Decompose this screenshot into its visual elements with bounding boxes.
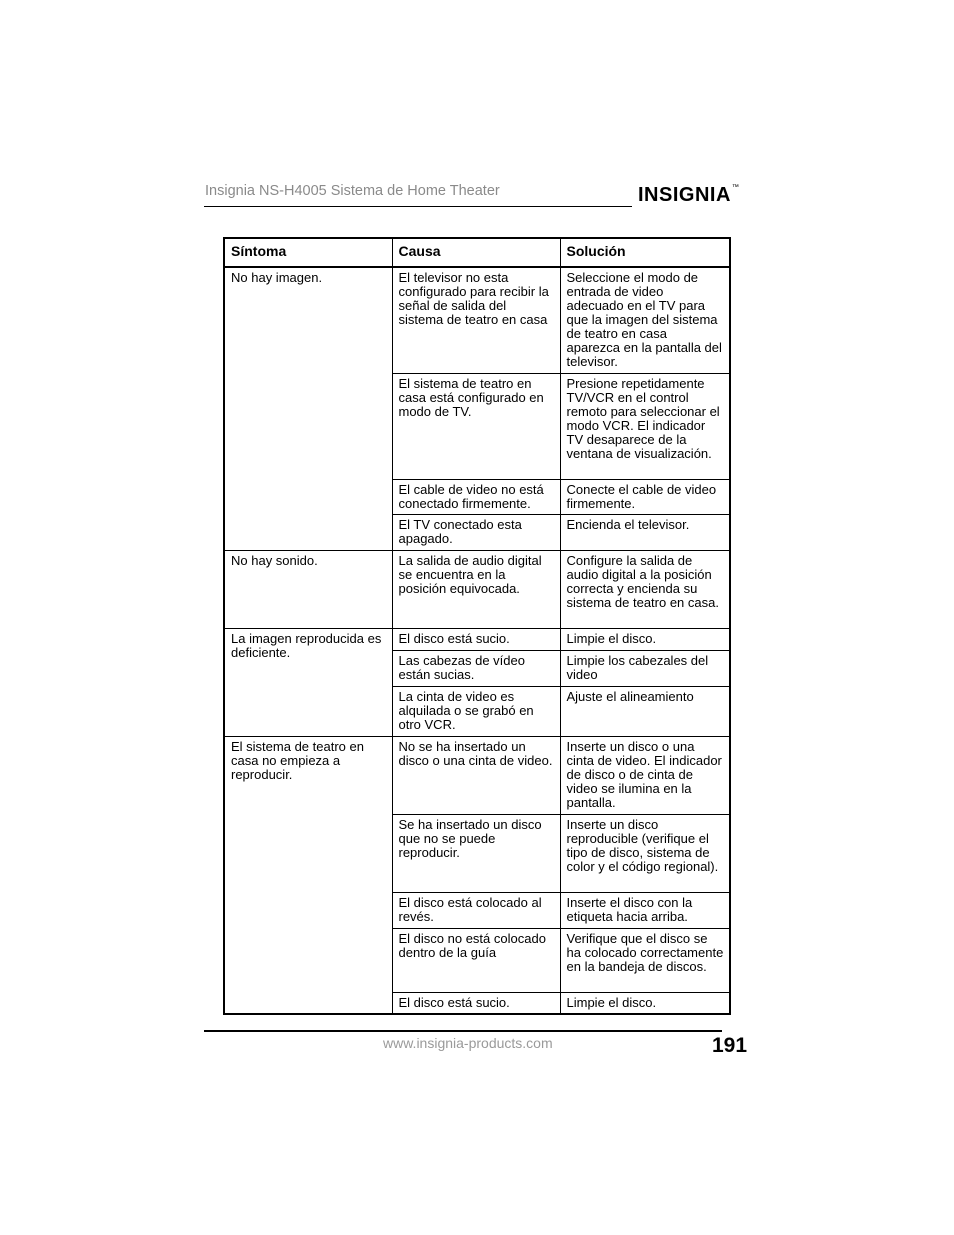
cause-cell: El TV conectado esta apagado. (392, 514, 560, 550)
solution-cell: Inserte un disco reproducible (verifique el tipo de disco, sistema de color y el código regional). (560, 814, 730, 892)
cause-cell: El televisor no esta configurado para recibir la señal de salida del sistema de teatro en casa (392, 267, 560, 373)
cause-cell: No se ha insertado un disco o una cinta de video. (392, 736, 560, 814)
symptom-cell: No hay imagen. (224, 267, 392, 550)
cause-cell: Las cabezas de vídeo están sucias. (392, 650, 560, 686)
header-cause: Causa (392, 238, 560, 267)
solution-cell: Inserte el disco con la etiqueta hacia arriba. (560, 892, 730, 928)
logo-text: INSIGNIA (638, 184, 731, 206)
solution-cell: Limpie el disco. (560, 992, 730, 1014)
header-title: Insignia NS-H4005 Sistema de Home Theater (205, 183, 500, 199)
table-row (224, 628, 730, 650)
cause-cell: El disco está colocado al revés. (392, 892, 560, 928)
header-divider (204, 206, 632, 207)
table-row (224, 736, 730, 814)
cause-cell: El disco no está colocado dentro de la guía (392, 928, 560, 992)
solution-cell: Ajuste el alineamiento (560, 686, 730, 736)
cause-cell: El disco está sucio. (392, 628, 560, 650)
solution-cell: Configure la salida de audio digital a la posición correcta y encienda su sistema de teatro en casa. (560, 550, 730, 628)
troubleshooting-table (223, 237, 731, 1015)
insignia-logo (638, 184, 739, 207)
logo-trademark: ™ (731, 184, 740, 191)
header-symptom: Síntoma (224, 238, 392, 267)
cause-cell: El sistema de teatro en casa está configurado en modo de TV. (392, 373, 560, 479)
solution-cell: Verifique que el disco se ha colocado correctamente en la bandeja de discos. (560, 928, 730, 992)
solution-cell: Limpie los cabezales del video (560, 650, 730, 686)
solution-cell: Encienda el televisor. (560, 514, 730, 550)
solution-cell: Limpie el disco. (560, 628, 730, 650)
solution-cell: Presione repetidamente TV/VCR en el control remoto para seleccionar el modo VCR. El indicador TV desaparece de la ventana de visualización. (560, 373, 730, 479)
solution-cell: Inserte un disco o una cinta de video. El indicador de disco o de cinta de video se ilumina en la pantalla. (560, 736, 730, 814)
table-row (224, 550, 730, 628)
page-number: 191 (712, 1034, 748, 1057)
cause-cell: La salida de audio digital se encuentra en la posición equivocada. (392, 550, 560, 628)
symptom-cell: No hay sonido. (224, 550, 392, 628)
solution-cell: Seleccione el modo de entrada de video adecuado en el TV para que la imagen del sistema de teatro en casa aparezca en la pantalla del televisor. (560, 267, 730, 373)
header-solution: Solución (560, 238, 730, 267)
cause-cell: El disco está sucio. (392, 992, 560, 1014)
cause-cell: El cable de video no está conectado firmemente. (392, 479, 560, 514)
table-header-row (224, 238, 730, 267)
table-row (224, 267, 730, 373)
symptom-cell: El sistema de teatro en casa no empieza a reproducir. (224, 736, 392, 1014)
solution-cell: Conecte el cable de video firmemente. (560, 479, 730, 514)
symptom-cell: La imagen reproducida es deficiente. (224, 628, 392, 736)
cause-cell: Se ha insertado un disco que no se puede reproducir. (392, 814, 560, 892)
footer-divider (204, 1030, 722, 1032)
cause-cell: La cinta de video es alquilada o se grabó en otro VCR. (392, 686, 560, 736)
footer-url: www.insignia-products.com (383, 1035, 553, 1051)
